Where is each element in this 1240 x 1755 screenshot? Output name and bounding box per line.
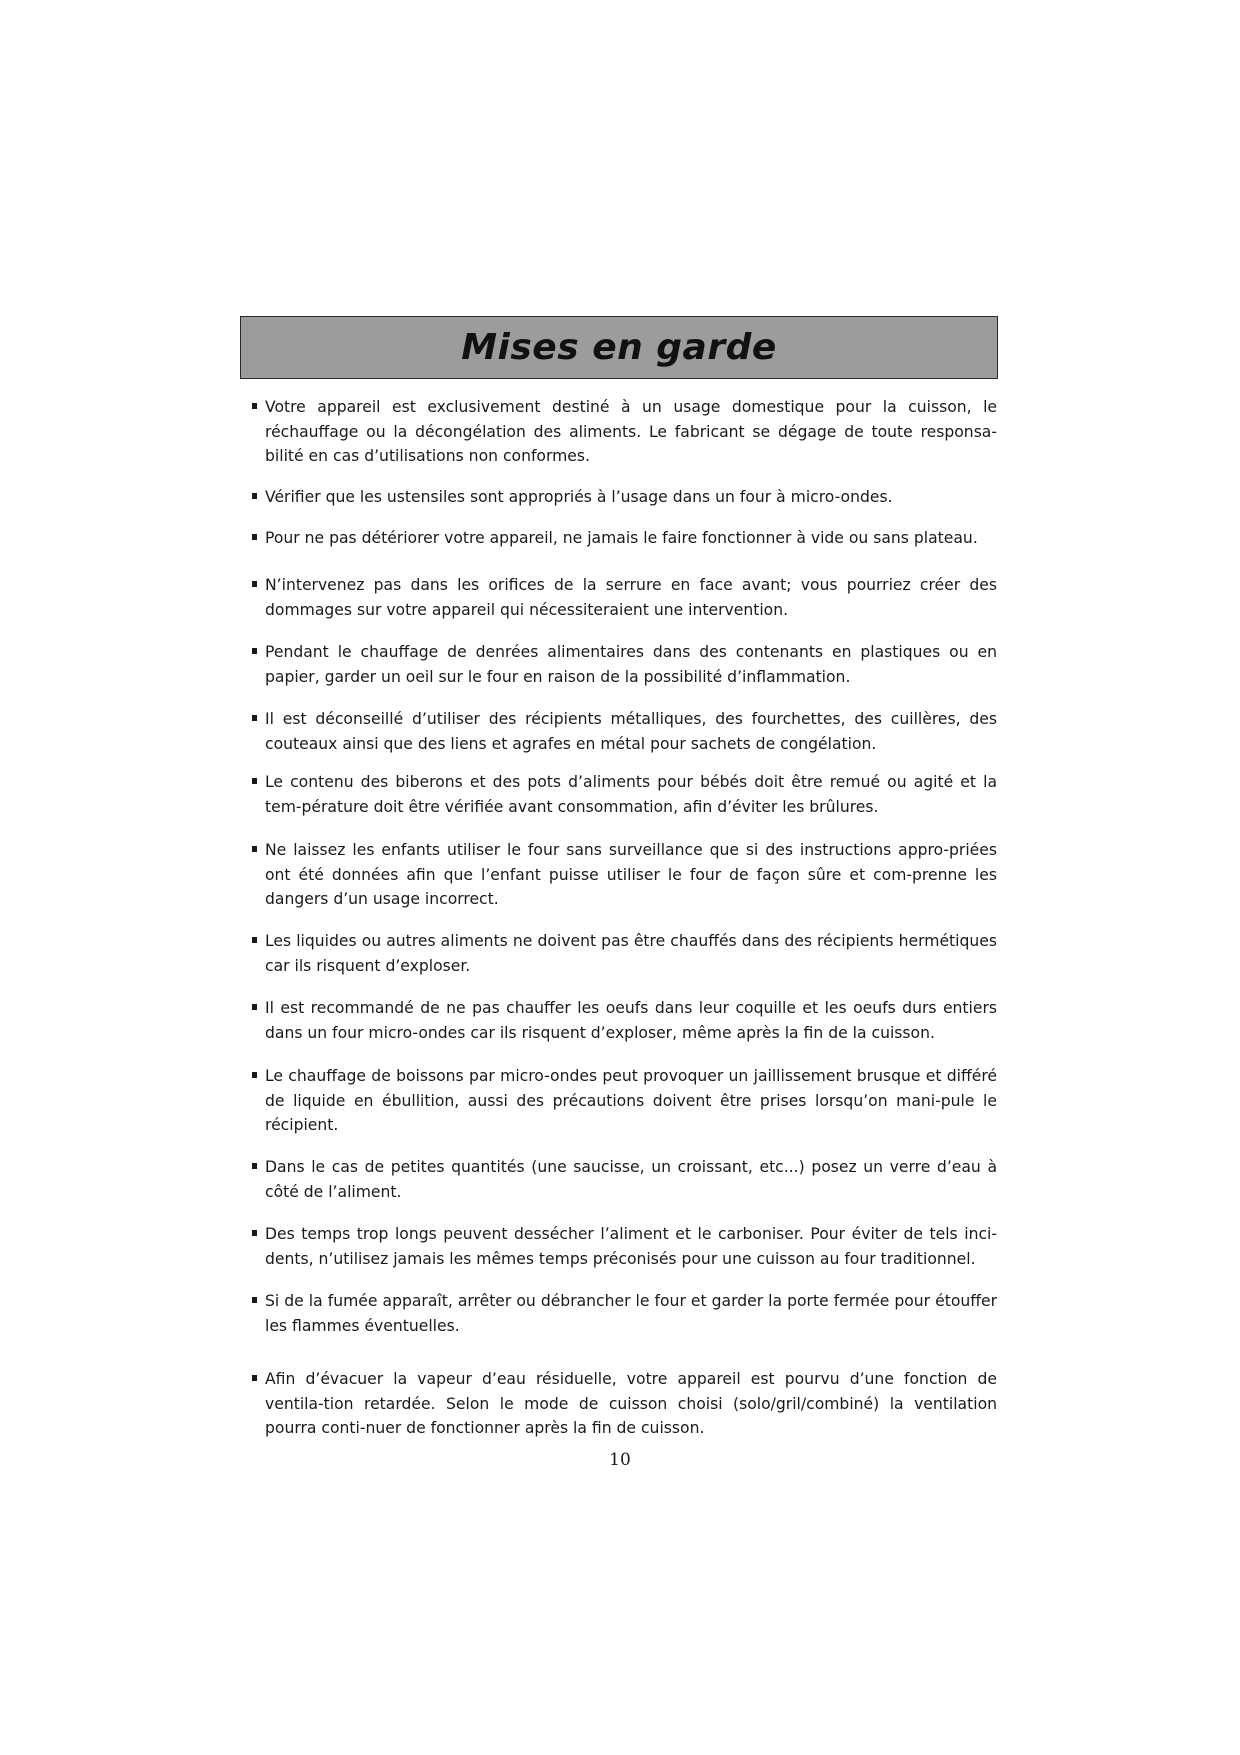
warning-text: Le contenu des biberons et des pots d’aliments pour bébés doit être remué ou agité et la tem-pérature doit être vérifiée avant consommation, afin d’éviter les brûlures. bbox=[265, 773, 997, 816]
warning-text: N’intervenez pas dans les orifices de la serrure en face avant; vous pourriez créer des dommages sur votre appareil qui nécessiteraient une intervention. bbox=[265, 576, 997, 619]
bullet-icon bbox=[252, 1297, 257, 1303]
warning-text: Afin d’évacuer la vapeur d’eau résiduelle, votre appareil est pourvu d’une fonction de ventila-tion retardée. Selon le mode de cuisson choisi (solo/gril/combiné) la ventilation pourra conti-nuer de fonctionner après la fin de cuisson. bbox=[265, 1370, 997, 1437]
list-item bbox=[252, 707, 997, 756]
list-item bbox=[252, 770, 997, 819]
warning-text: Si de la fumée apparaît, arrêter ou débrancher le four et garder la porte fermée pour étouffer les flammes éventuelles. bbox=[265, 1292, 997, 1335]
warning-text: Pour ne pas détériorer votre appareil, ne jamais le faire fonctionner à vide ou sans plateau. bbox=[265, 529, 978, 547]
list-item bbox=[252, 485, 997, 510]
warning-text: Vérifier que les ustensiles sont appropriés à l’usage dans un four à micro-ondes. bbox=[265, 488, 893, 506]
list-item bbox=[252, 1155, 997, 1204]
warning-text: Votre appareil est exclusivement destiné à un usage domestique pour la cuisson, le réchauffage ou la décongélation des aliments. Le fabricant se dégage de toute responsa-bilité en cas d’utilisations non conformes. bbox=[265, 398, 997, 465]
bullet-icon bbox=[252, 403, 257, 409]
bullet-icon bbox=[252, 581, 257, 587]
list-item bbox=[252, 929, 997, 978]
bullet-icon bbox=[252, 648, 257, 654]
list-item bbox=[252, 526, 997, 551]
warning-text: Dans le cas de petites quantités (une saucisse, un croissant, etc...) posez un verre d’eau à côté de l’aliment. bbox=[265, 1158, 997, 1201]
bullet-icon bbox=[252, 778, 257, 784]
bullet-icon bbox=[252, 493, 257, 499]
bullet-icon bbox=[252, 1004, 257, 1010]
bullet-icon bbox=[252, 1072, 257, 1078]
bullet-icon bbox=[252, 1230, 257, 1236]
warning-text: Les liquides ou autres aliments ne doivent pas être chauffés dans des récipients hermétiques car ils risquent d’exploser. bbox=[265, 932, 997, 975]
list-item bbox=[252, 640, 997, 689]
bullet-icon bbox=[252, 1163, 257, 1169]
warning-text: Ne laissez les enfants utiliser le four sans surveillance que si des instructions appro-priées ont été données afin que l’enfant puisse utiliser le four de façon sûre et com-prenne les dangers d’un usage incorrect. bbox=[265, 841, 997, 908]
page-number: 10 bbox=[609, 1450, 631, 1470]
bullet-icon bbox=[252, 534, 257, 540]
bullet-icon bbox=[252, 715, 257, 721]
warning-text: Des temps trop longs peuvent dessécher l’aliment et le carboniser. Pour éviter de tels inci-dents, n’utilisez jamais les mêmes temps préconisés pour une cuisson au four traditionnel. bbox=[265, 1225, 997, 1268]
warning-text: Il est recommandé de ne pas chauffer les oeufs dans leur coquille et les oeufs durs entiers dans un four micro-ondes car ils risquent d’exploser, même après la fin de la cuisson. bbox=[265, 999, 997, 1042]
list-item bbox=[252, 838, 997, 912]
bullet-icon bbox=[252, 937, 257, 943]
bullet-icon bbox=[252, 1375, 257, 1381]
warning-text: Pendant le chauffage de denrées alimentaires dans des contenants en plastiques ou en papier, garder un oeil sur le four en raison de la possibilité d’inflammation. bbox=[265, 643, 997, 686]
list-item bbox=[252, 395, 997, 469]
warning-text: Le chauffage de boissons par micro-ondes peut provoquer un jaillissement brusque et différé de liquide en ébullition, aussi des précautions doivent être prises lorsqu’on mani-pule le récipient. bbox=[265, 1067, 997, 1134]
list-item bbox=[252, 573, 997, 622]
bullet-icon bbox=[252, 846, 257, 852]
list-item bbox=[252, 1222, 997, 1271]
warning-text: Il est déconseillé d’utiliser des récipients métalliques, des fourchettes, des cuillères, des couteaux ainsi que des liens et agrafes en métal pour sachets de congélation. bbox=[265, 710, 997, 753]
list-item bbox=[252, 1367, 997, 1441]
page-title: Mises en garde bbox=[461, 327, 777, 368]
title-banner bbox=[240, 316, 998, 379]
list-item bbox=[252, 1289, 997, 1338]
list-item bbox=[252, 1064, 997, 1138]
list-item bbox=[252, 996, 997, 1045]
